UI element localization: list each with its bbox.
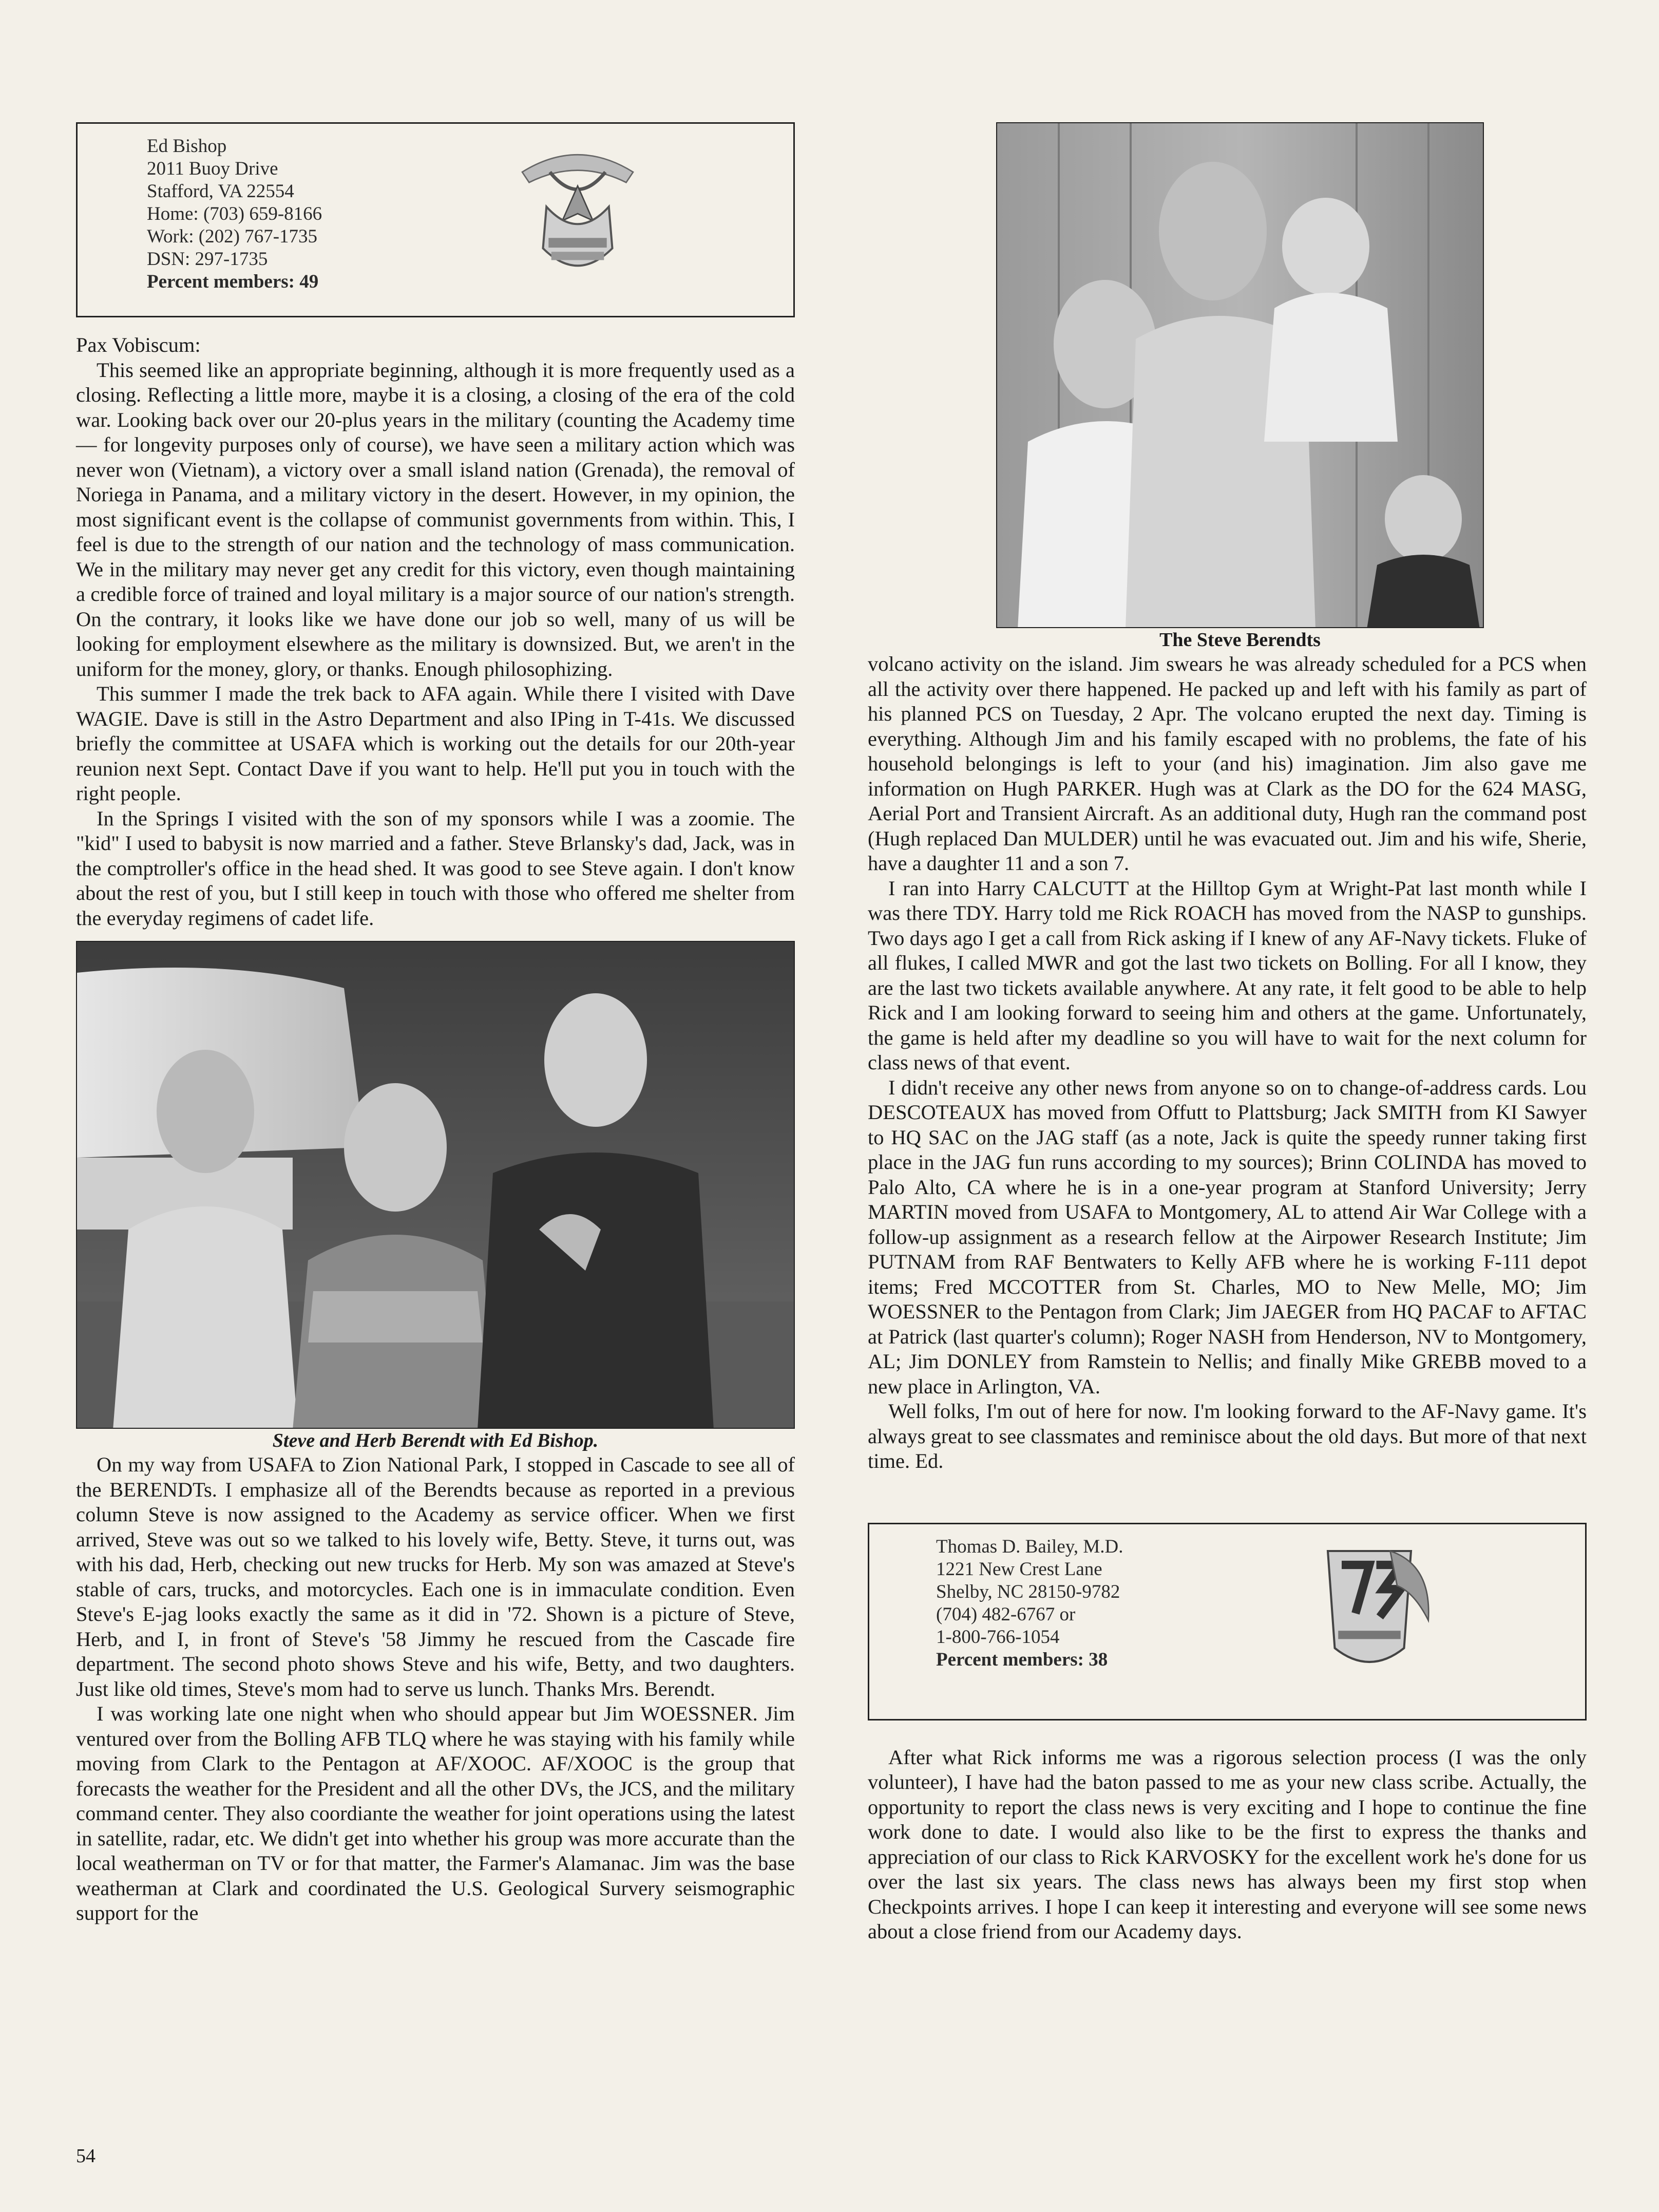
left-column — [76, 122, 795, 1926]
class-contact-box — [76, 122, 795, 317]
photo-berendt-family — [996, 122, 1484, 628]
contact-home-phone: Home: (703) 659-8166 — [147, 203, 322, 224]
photo-three-men — [76, 941, 795, 1429]
article-paragraph: volcano activity on the island. Jim swears he was already scheduled for a PCS when all the activity over there happened. He packed up and left with his family as part of his planned PCS on Tuesday, 2 Apr. The volcano erupted the next day. Timing is everything. Although Jim and his family escaped with no problems, the fate of his household belongings is left to your (and his) imagination. Jim also gave me information on Hugh PARKER. Hugh was at Clark as the DO for the 624 MASG, Aerial Port and Transient Aircraft. As an additional duty, Hugh ran the command post (Hugh replaced Dan MULDER) until he was evacuated out. Jim and his wife, Sherie, have a daughter 11 and a son 7. — [868, 652, 1587, 875]
page-number: 54 — [76, 2145, 96, 2167]
photo-caption: Steve and Herb Berendt with Ed Bishop. — [272, 1430, 599, 1451]
contact-work-phone: Work: (202) 767-1735 — [147, 226, 318, 247]
contact-name: Ed Bishop — [147, 136, 227, 157]
contact-dsn: DSN: 297-1735 — [147, 249, 268, 270]
contact-street: 2011 Buoy Drive — [147, 158, 278, 179]
class-crest-icon — [1300, 1537, 1439, 1676]
contact-phone: (704) 482-6767 or — [936, 1603, 1076, 1625]
contact-city: Stafford, VA 22554 — [147, 181, 294, 202]
class-contact-box — [868, 1523, 1587, 1721]
article-paragraph: In the Springs I visited with the son of my sponsors while I was a zoomie. The "kid" I used to babysit is now married and a father. Steve Brlansky's dad, Jack, was in the comptroller's office in the head shed. It was good to see Steve again. I don't know about the rest of you, but I still keep in touch with those who offered me shelter from the everyday regimens of cadet life. — [76, 806, 795, 930]
contact-toll-free: 1-800-766-1054 — [936, 1626, 1060, 1648]
article-paragraph: Well folks, I'm out of here for now. I'm looking forward to the AF-Navy game. It's always great to see classmates and reminisce about the old days. But more of that next time. Ed. — [868, 1400, 1587, 1472]
right-column — [868, 122, 1587, 1944]
class-crest-icon — [508, 144, 647, 283]
article-paragraph: This summer I made the trek back to AFA again. While there I visited with Dave WAGIE. Dave is still in the Astro Department and also IPing in T-41s. We discussed briefly the committee at USAFA which is working out the details for our 20th-year reunion next Sept. Contact Dave if you want to help. He'll put you in touch with the right people. — [76, 682, 795, 805]
article-paragraph: I didn't receive any other news from anyone so on to change-of-address cards. Lou DESCOTEAUX has moved from Offutt to Plattsburg; Jack SMITH from KI Sawyer to HQ SAC on the JAG staff (as a note, Jack is quite the speedy runner taking first place in the JAG fun runs according to my sources); Brinn COLINDA has moved to Palo Alto, CA where he is in a one-year program at Stanford University; Jerry MARTIN moved from USAFA to Montgomery, AL to attend Air War College with a follow-up assignment as a research fellow at the Airpower Research Institute; Jim PUTNAM from RAF Bentwaters to Kelly AFB where he is working F-111 depot items; Fred MCCOTTER from St. Charles, MO to New Melle, MO; Jim WOESSNER to the Pentagon from Clark; Jim JAEGER from HQ PACAF to AFTAC at Patrick (last quarter's column); Roger NASH from Henderson, NV to Montgomery, AL; Jim DONLEY from Ramstein to Nellis; and finally Mike GREBB moved to a new place in Arlington, VA. — [868, 1075, 1587, 1398]
salutation: Pax Vobiscum: — [76, 333, 201, 356]
article-paragraph: I ran into Harry CALCUTT at the Hilltop Gym at Wright-Pat last month while I was there TDY. Harry told me Rick ROACH has moved from the NASP to gunships. Two days ago I get a call from Rick asking if I knew of any AF-Navy tickets. Fluke of all flukes, I called MWR and got the last two tickets on Bolling. For all I know, they are the last two tickets available anywhere. At any rate, it felt good to be able to help Rick and I am looking forward to seeing him and others at the game. Unfortunately, the game is held after my deadline so you will have to wait for the next column for class news of that event. — [868, 876, 1587, 1074]
article-paragraph: This seemed like an appropriate beginning, although it is more frequently used as a closing. Reflecting a little more, maybe it is a closing, a closing of the era of the cold war. Looking back over our 20-plus years in the military (counting the Academy time — for longevity purposes only of course), we have seen a military action which was never won (Vietnam), a victory over a small island nation (Grenada), the removal of Noriega in Panama, and a military victory in the desert. However, in my opinion, the most significant event is the collapse of communist governments from within. This, I feel is due to the strength of our nation and the technology of mass communication. We in the military may never get any credit for this victory, even though maintaining a credible force of trained and loyal military is a major source of our nation's strength. On the contrary, it looks like we have done our job so well, many of us will be looking for employment elsewhere as the military is downsized. But, we aren't in the uniform for the money, glory, or thanks. Enough philosophizing. — [76, 358, 795, 680]
article-paragraph: After what Rick informs me was a rigorous selection process (I was the only volunteer), I have had the baton passed to me as your new class scribe. Actually, the opportunity to report the class news is very exciting and I hope to continue the fine work done to date. I would also like to be the first to express the thanks and appreciation of our class to Rick KARVOSKY for the excellent work he's done for us over the last six years. The class news has always been my first stop when Checkpoints arrives. I hope I can keep it interesting and everyone will see some news about a close friend from our Academy days. — [868, 1745, 1587, 1943]
percent-members: Percent members: 49 — [147, 271, 319, 292]
percent-members: Percent members: 38 — [936, 1649, 1108, 1670]
contact-city: Shelby, NC 28150-9782 — [936, 1581, 1120, 1602]
contact-name: Thomas D. Bailey, M.D. — [936, 1536, 1123, 1557]
contact-street: 1221 New Crest Lane — [936, 1558, 1102, 1580]
article-paragraph: On my way from USAFA to Zion National Park, I stopped in Cascade to see all of the BERENDTs. I emphasize all of the Berendts because as reported in a previous column Steve is now assigned to the Academy as service officer. When we first arrived, Steve was out so we talked to his lovely wife, Betty. Steve, it turns out, was with his dad, Herb, checking out new trucks for Herb. My son was amazed at Steve's stable of cars, trucks, and motorcycles. Each one is in immaculate condition. Even Steve's E-jag looks exactly the same as it did in '72. Shown is a picture of Steve, Herb, and I, in front of Steve's '58 Jimmy he rescued from the Cascade fire department. The second photo shows Steve and his wife, Betty, and two daughters. Just like old times, Steve's mom had to serve us lunch. Thanks Mrs. Berendt. — [76, 1453, 795, 1700]
article-paragraph: I was working late one night when who should appear but Jim WOESSNER. Jim ventured over from the Bolling AFB TLQ where he was staying with his family while moving from Clark to the Pentagon at AF/XOOC. AF/XOOC is the group that forecasts the weather for the President and all the other DVs, the JCS, and the military command center. They also coordiante the weather for joint operations using the latest in satellite, radar, etc. We didn't get into whether his group was more accurate than the local weatherman on TV or for that matter, the Farmer's Alamanac. Jim was the base weatherman at Clark and coordinated the U.S. Geological Survery seismographic support for the — [76, 1702, 795, 1924]
photo-caption: The Steve Berendts — [1159, 629, 1321, 651]
